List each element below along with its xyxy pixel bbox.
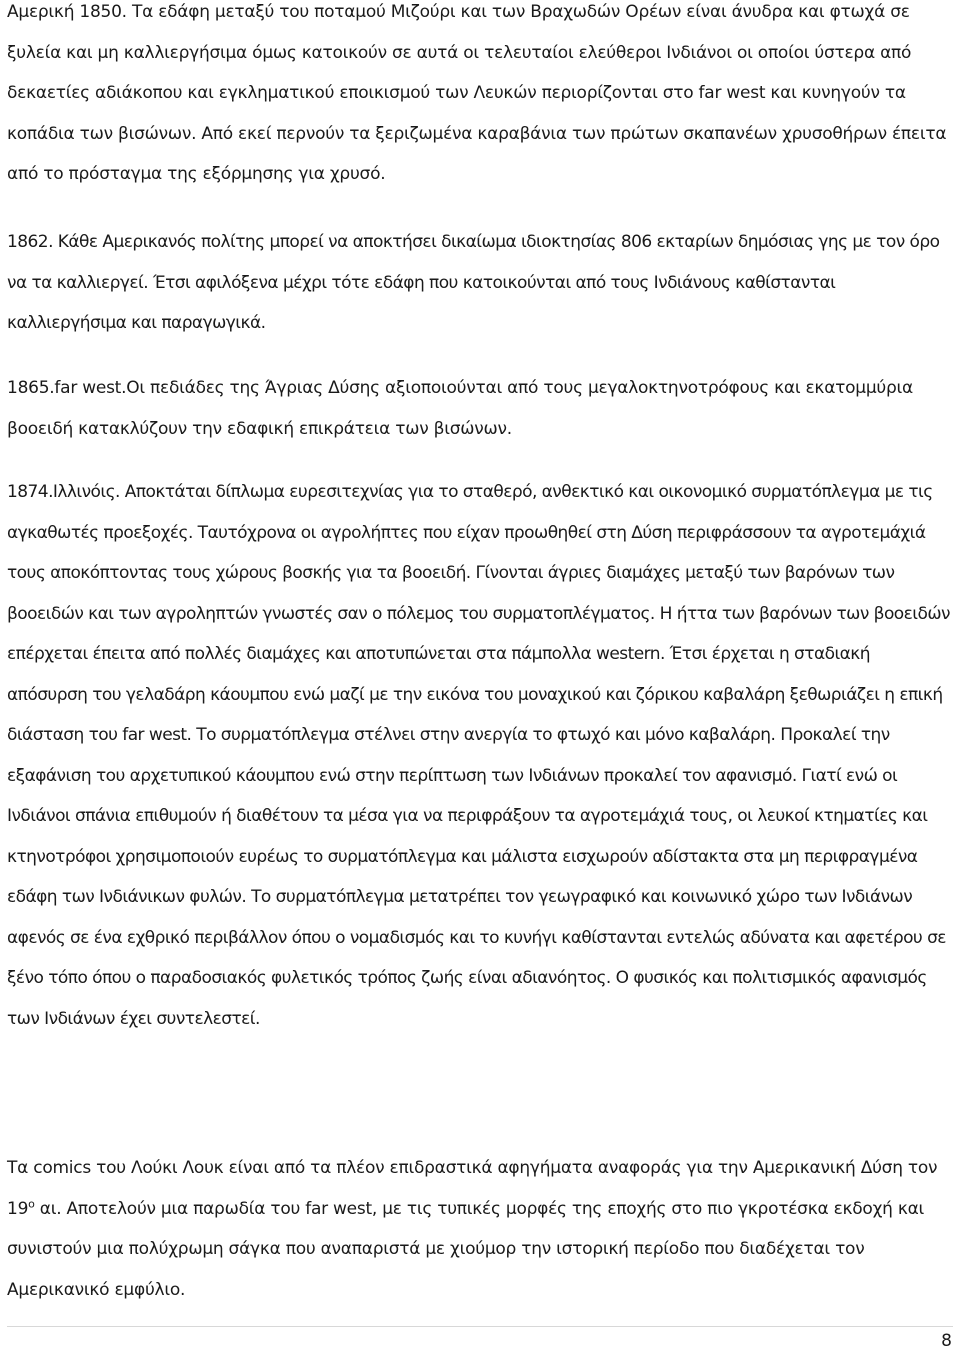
paragraph-lucky-luke xyxy=(7,1148,955,1310)
paragraph-1865: 1865.far west.Οι πεδιάδες της Άγριας Δύσης αξιοποιούνται από τους μεγαλοκτηνοτρόφους και εκατομμύρια βοοειδή κατακλύζουν την εδαφική επικράτεια των βισώνων. xyxy=(7,378,914,439)
paragraph-1850: Αμερική 1850. Τα εδάφη μεταξύ του ποταμού Μιζούρι και των Βραχωδών Ορέων είναι άνυδρα και φτωχά σε ξυλεία και μη καλλιεργήσιμα όμως κατοικούν σε αυτά οι τελευταίοι ελεύθεροι Ινδιάνοι οι οποίοι ύστερα από δεκαετίες αδιάκοπου και εγκληματικού εποικισμού των Λευκών περιορίζονται στο far west και κυνηγούν τα κοπάδια των βισώνων. Από εκεί περνούν τα ξεριζωμένα καραβάνια των πρώτων σκαπανέων χρυσοθήρων έπειτα από το πρόσταγμα της εξόρμησης για χρυσό. xyxy=(7,2,947,184)
paragraph-lucky-luke-part1: Τα comics του Λούκι Λουκ είναι από τα πλέον επιδραστικά αφηγήματα αναφοράς για την Αμερικανική Δύση τον 19 xyxy=(7,1158,938,1219)
footer-divider xyxy=(7,1326,953,1327)
page-number: 8 xyxy=(941,1331,952,1351)
ordinal-superscript: ο xyxy=(28,1196,35,1210)
paragraph-1862: 1862. Κάθε Αμερικανός πολίτης μπορεί να αποκτήσει δικαίωμα ιδιοκτησίας 806 εκταρίων δημόσιας γης με τον όρο να τα καλλιεργεί. Έτσι αφιλόξενα μέχρι τότε εδάφη που κατοικούνται από τους Ινδιάνους καθίστανται καλλιεργήσιμα και παραγωγικά. xyxy=(7,232,940,333)
paragraph-lucky-luke-part2: αι. Αποτελούν μια παρωδία του far west, με τις τυπικές μορφές της εποχής στο πιο γκροτέσκα εκδοχή και συνιστούν μια πολύχρωμη σάγκα που αναπαριστά με χιούμορ την ιστορική περίοδο που διαδέχεται τον Αμερικανικό εμφύλιο. xyxy=(7,1198,925,1300)
paragraph-1874: 1874.Ιλλινόις. Αποκτάται δίπλωμα ευρεσιτεχνίας για το σταθερό, ανθεκτικό και οικονομικό συρματόπλεγμα με τις αγκαθωτές προεξοχές. Ταυτόχρονα οι αγρολήπτες που είχαν προωθηθεί στη Δύση περιφράσσουν τα αγροτεμάχιά τους αποκόπτοντας τους χώρους βοσκής για τα βοοειδή. Γίνονται άγριες διαμάχες μεταξύ των βαρόνων των βοοειδών και των αγροληπτών γνωστές σαν ο πόλεμος του συρματοπλέγματος. Η ήττα των βαρόνων των βοοειδών επέρχεται έπειτα από πολλές διαμάχες και αποτυπώνεται στα πάμπολλα western. Έτσι έρχεται η σταδιακή απόσυρση του γελαδάρη κάουμπου ενώ μαζί με την εικόνα του μοναχικού και ζόρικου καβαλάρη ξεθωριάζει η επική διάσταση του far west. Το συρματόπλεγμα στέλνει στην ανεργία το φτωχό και μόνο καβαλάρη. Προκαλεί την εξαφάνιση του αρχετυπικού κάουμπου ενώ στην περίπτωση των Ινδιάνων προκαλεί τον αφανισμό. Γιατί ενώ οι Ινδιάνοι σπάνια επιθυμούν ή διαθέτουν τα μέσα για να περιφράξουν τα αγροτεμάχιά τους, οι λευκοί κτηματίες και κτηνοτρόφοι χρησιμοποιούν ευρέως το συρματόπλεγμα και μάλιστα εισχωρούν αδίστακτα στα μη περιφραγμένα εδάφη των Ινδιάνικων φυλών. Το συρματόπλεγμα μετατρέπει τον γεωγραφικό και κοινωνικό χώρο των Ινδιάνων αφενός σε ένα εχθρικό περιβάλλον όπου ο νομαδισμός και το κυνήγι καθίστανται εντελώς αδύνατα και αφετέρου σε ξένο τόπο όπου ο παραδοσιακός φυλετικός τρόπος ζωής είναι αδιανόητος. Ο φυσικός και πολιτισμικός αφανισμός των Ινδιάνων έχει συντελεστεί. xyxy=(7,482,950,1029)
